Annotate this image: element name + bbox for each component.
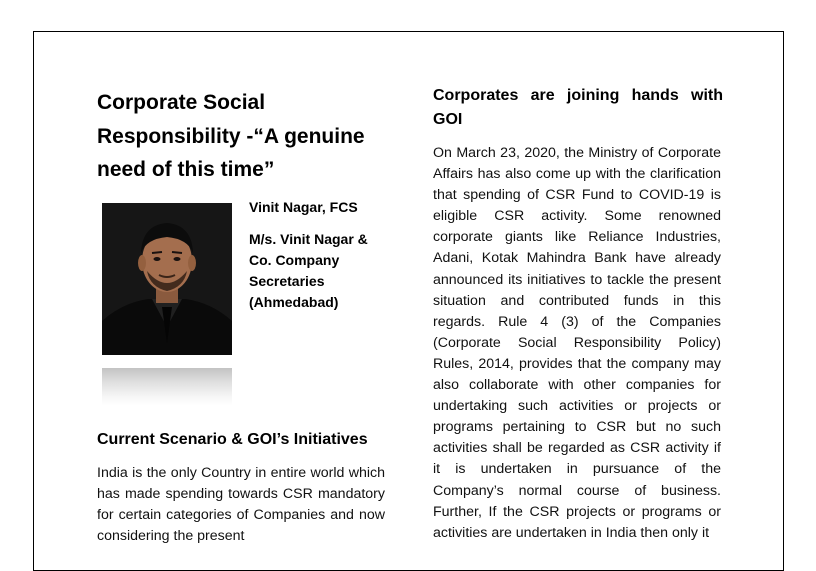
author-organization: M/s. Vinit Nagar & Co. Company Secretaries (Ahmedabad) (249, 231, 368, 310)
section-heading-corporates-goi: Corporates are joining hands with GOI (433, 87, 723, 128)
section-heading-current-scenario: Current Scenario & GOI’s Initiatives (97, 431, 368, 448)
author-portrait-illustration (102, 203, 232, 355)
author-photo (102, 203, 232, 355)
right-column-paragraph: On March 23, 2020, the Ministry of Corporate Affairs has also come up with the clarification that spending of CSR Fund to COVID-19 is eligible CSR activity. Some renowned corporate giants like Reliance Industries, Adani, Kotak Mahindra Bank have already announced its initiatives to tackle the present situation and contributed funds in this regards. Rule 4 (3) of the Companies (Corporate Social Responsibility Policy) Rules, 2014, provides that the company may also collaborate with other companies for undertaking such activities or projects or programs pertaining to CSR but no such activities shall be regarded as CSR activity if it is undertaken in pursuance of the Company’s normal course of business. Further, If the CSR projects or programs or activities are undertaken in India then only it (433, 145, 721, 541)
photo-reflection (102, 368, 232, 406)
article-title: Corporate Social Responsibility -“A genuine need of this time” (97, 91, 365, 181)
author-info (249, 197, 389, 313)
left-column-paragraph: India is the only Country in entire world which has made spending towards CSR mandatory for certain categories of Companies and now considering the present (97, 465, 385, 545)
author-name: Vinit Nagar, FCS (249, 199, 358, 215)
